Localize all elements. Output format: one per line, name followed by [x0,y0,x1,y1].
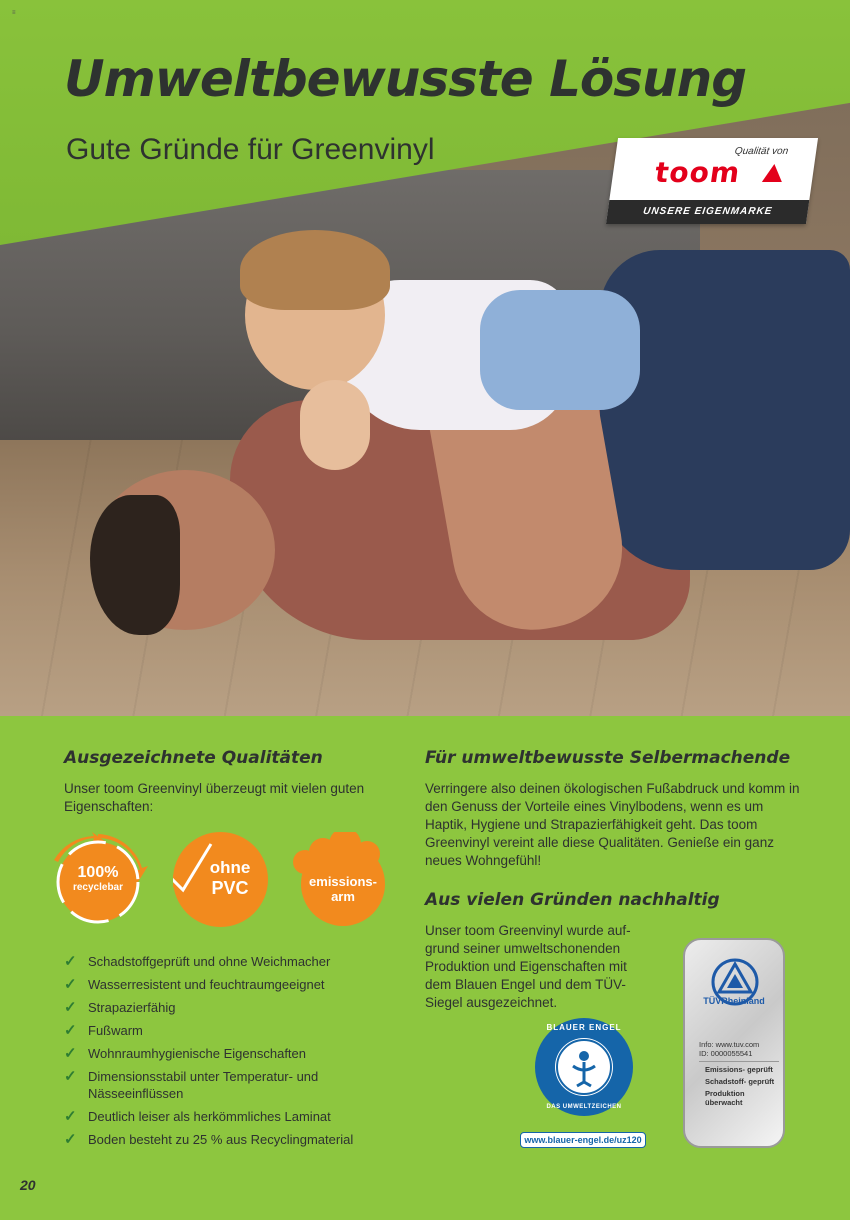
tuv-info-id: ID: 0000055541 [699,1049,753,1058]
man-jeans [600,250,850,570]
no-pvc-icon [173,832,268,927]
no-pvc-line1: ohne [209,858,251,877]
list-item: ✓ Wasserresistent und feuchtraumgeeignet [64,976,325,993]
list-item: ✓ Fußwarm [64,1022,143,1039]
recycle-percent: 100% [77,864,119,881]
child-shorts [480,290,640,410]
check-icon: ✓ [64,1022,77,1039]
emission-line1: emissions- [309,874,377,889]
list-item: ✓ Boden besteht zu 25 % aus Recyclingmaterial [64,1131,354,1148]
feature-icons [48,828,393,938]
list-item: ✓ Schadstoffgeprüft und ohne Weichmacher [64,953,331,970]
blauer-engel-url: www.blauer-engel.de/uz120 [520,1132,646,1148]
left-intro: Unser toom Greenvinyl überzeugt mit vielen guten Eigenschaften: [64,781,365,814]
tuv-item: Emissions- geprüft [705,1065,773,1074]
blauer-engel-bottom: DAS UMWELTZEICHEN [546,1104,622,1110]
check-icon: ✓ [64,976,77,993]
left-column [64,748,394,816]
list-item: ✓ Dimensionsstabil unter Temperatur- und Nässeeinflüssen [64,1068,319,1101]
list-item: ✓ Wohnraumhygienische Eigenschaften [64,1045,307,1062]
recycle-icon [48,832,143,927]
left-heading: Ausgezeichnete Qualitäten [64,748,323,768]
feature-checklist [64,953,404,1154]
list-item: ✓ Strapazierfähig [64,999,176,1016]
badge-quality: Qualität von [733,146,789,157]
right-column [425,748,805,870]
sustainability-text: Unser toom Greenvinyl wurde auf- grund seiner umweltschonenden Produktion und Eigenschaften mit dem Blauen Engel und dem TÜV- Siegel ausgezeichnet. [425,923,631,1010]
no-pvc-line2: PVC [211,878,249,898]
child-arm [300,380,370,470]
right-text: Verringere also deinen ökologischen Fußabdruck und komm in den Genuss der Vorteile eines Vinylbodens, wenn es um Haptik, Hygiene und Strapazierfähigkeit geht. Das toom Greenvinyl vereint alle diese Qualitäten. Genieße ein ganz neues Wohngefühl! [425,781,800,868]
tuv-item: Schadstoff- geprüft [705,1077,775,1086]
blauer-engel-emblem-icon [555,1038,613,1096]
sustainability-heading: Aus vielen Gründen nachhaltig [425,890,720,910]
page-subtitle: Gute Gründe für Greenvinyl [66,133,435,166]
check-icon: ✓ [64,1108,77,1125]
toom-logo: toom [652,156,743,189]
low-emission-icon [293,832,388,927]
page-number: 20 [20,1177,36,1193]
check-icon: ✓ [64,1131,77,1148]
blauer-engel-label: BLAUER ENGEL [546,1023,622,1032]
tuv-info [699,1040,779,1107]
check-icon: ✓ [64,1068,77,1085]
check-icon: ✓ [64,1045,77,1062]
child-hair [240,230,390,310]
right-heading: Für umweltbewusste Selbermachende [425,748,791,768]
corner-mark: ≡ [12,10,16,16]
tuv-brand: TÜVRheinland [703,996,765,1006]
toom-roof-icon [762,164,785,182]
check-icon: ✓ [64,999,77,1016]
tuv-seal [683,938,785,1148]
tuv-item: Produktion überwacht [705,1089,745,1107]
toom-badge [606,138,818,224]
emission-line2: arm [331,889,355,904]
blauer-engel-seal [535,1018,633,1116]
list-item: ✓ Deutlich leiser als herkömmliches Laminat [64,1108,331,1125]
check-icon: ✓ [64,953,77,970]
page-title: Umweltbewusste Lösung [64,50,747,108]
badge-tagline: UNSERE EIGENMARKE [606,200,809,224]
recycle-label: recyclebar [72,882,124,893]
tuv-info-url: Info: www.tuv.com [699,1040,760,1049]
badge-top [609,138,818,200]
